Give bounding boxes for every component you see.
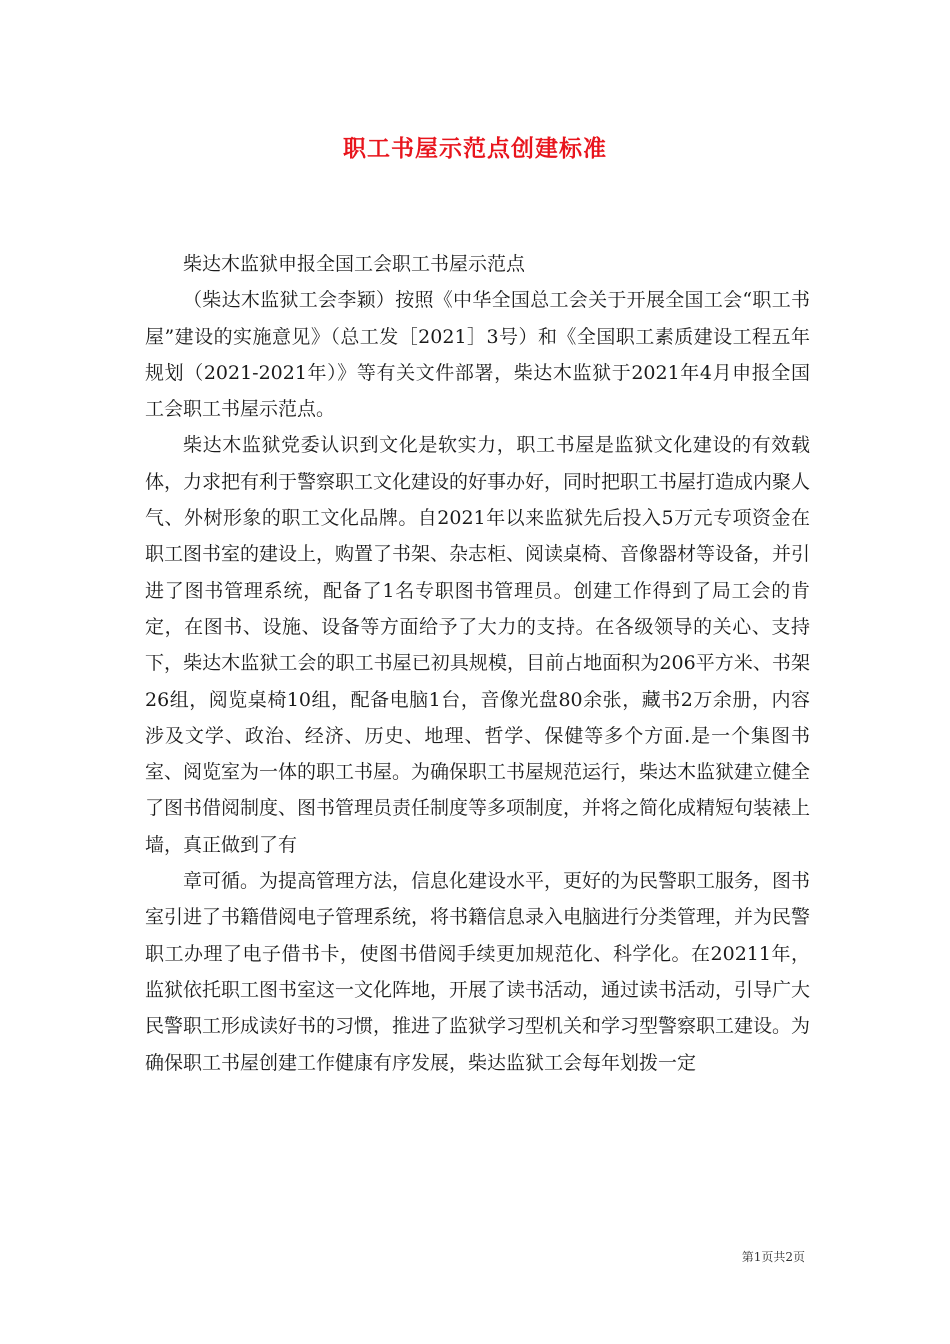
page-number-footer: 第1页共2页 (741, 1250, 805, 1264)
document-title: 职工书屋示范点创建标准 (343, 135, 607, 162)
paragraph-main: 柴达木监狱党委认识到文化是软实力，职工书屋是监狱文化建设的有效载体，力求把有利于警察职工文化建设的好事办好，同时把职工书屋打造成内聚人气、外树形象的职工文化品牌。自2021年以来监狱先后投入5万元专项资金在职工图书室的建设上，购置了书架、杂志柜、阅读桌椅、音像器材等设备，并引进了图书管理系统，配备了1名专职图书管理员。创建工作得到了局工会的肯定，在图书、设施、设备等方面给予了大力的支持。在各级领导的关心、支持下，柴达木监狱工会的职工书屋已初具规模，目前占地面积为206平方米、书架26组，阅览桌椅10组，配备电脑1台，音像光盘80余张，藏书2万余册，内容涉及文学、政治、经济、历史、地理、哲学、保健等多个方面.是一个集图书室、阅览室为一体的职工书屋。为确保职工书屋规范运行，柴达木监狱建立健全了图书借阅制度、图书管理员责任制度等多项制度，并将之简化成精短句装裱上墙，真正做到了有 (145, 434, 811, 856)
paragraph-intro: （柴达木监狱工会李颖）按照《中华全国总工会关于开展全国工会“职工书屋”建设的实施意见》（总工发［2021］3号）和《全国职工素质建设工程五年规划（2021-2021年）》等有关文件部署，柴达木监狱于2021年4月申报全国工会职工书屋示范点。 (145, 289, 810, 421)
paragraph-continuation: 章可循。为提高管理方法，信息化建设水平，更好的为民警职工服务，图书室引进了书籍借阅电子管理系统，将书籍信息录入电脑进行分类管理，并为民警职工办理了电子借书卡，使图书借阅手续更加规范化、科学化。在20211年，监狱依托职工图书室这一文化阵地，开展了读书活动，通过读书活动，引导广大民警职工形成读好书的习惯，推进了监狱学习型机关和学习型警察职工建设。为确保职工书屋创建工作健康有序发展，柴达监狱工会每年划拨一定 (145, 870, 811, 1074)
paragraph-heading-line: 柴达木监狱申报全国工会职工书屋示范点 (183, 253, 526, 275)
document-body (145, 246, 810, 1081)
